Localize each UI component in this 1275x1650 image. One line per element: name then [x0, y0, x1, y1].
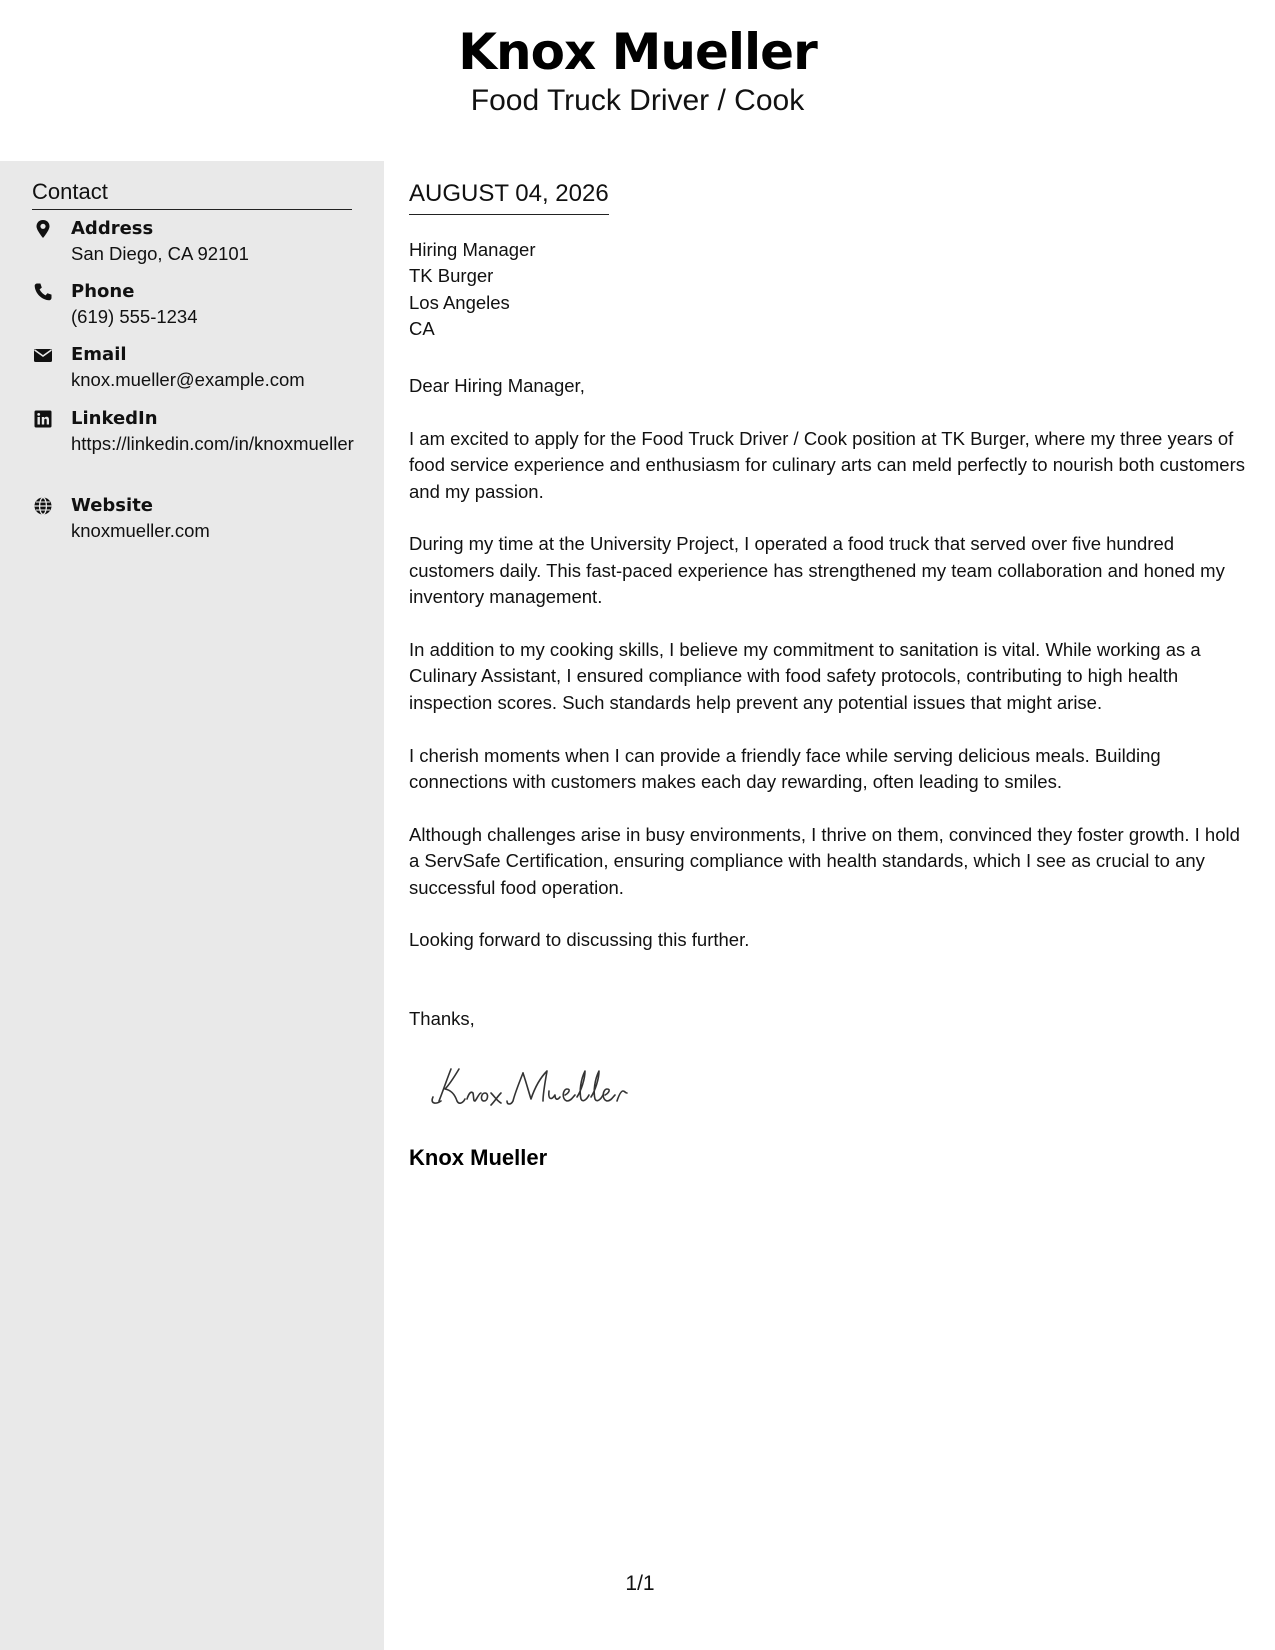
signer-name: Knox Mueller [409, 1145, 548, 1170]
linkedin-icon [32, 408, 54, 430]
contact-value: San Diego, CA 92101 [71, 243, 249, 264]
contact-label: Phone [71, 281, 135, 302]
contact-value: https://linkedin.com/in/knoxmueller [71, 433, 354, 454]
letter-date: AUGUST 04, 2026 [409, 179, 609, 215]
recipient-line: CA [409, 317, 435, 339]
envelope-icon [32, 344, 54, 366]
letter-text [409, 373, 1247, 980]
letter-paragraph: During my time at the University Project, I operated a food truck that served over five hundred customers daily. This fast-paced experience has strengthened my team collaboration and honed my inventory management. [409, 533, 1225, 608]
globe-icon [32, 495, 54, 517]
contact-label: LinkedIn [71, 408, 158, 429]
page-header [0, 0, 1275, 161]
map-pin-icon [32, 218, 54, 240]
letter-paragraph: Looking forward to discussing this further. [409, 929, 750, 951]
contact-label: Website [71, 495, 154, 516]
contact-heading: Contact [32, 177, 352, 210]
candidate-name: Knox Mueller [458, 23, 817, 81]
contact-value: knoxmueller.com [71, 520, 210, 541]
handwritten-signature [427, 1057, 657, 1117]
contact-label: Address [71, 218, 154, 239]
letter-paragraph: I cherish moments when I can provide a friendly face while serving delicious meals. Building connections with customers makes each day rewarding, often leading to smiles. [409, 744, 1161, 793]
letter-paragraph: Although challenges arise in busy environments, I thrive on them, convinced they foster growth. I hold a ServSafe Certification, ensuring compliance with health standards, which I see as crucial to any successful food operation. [409, 823, 1240, 898]
letter-paragraph: I am excited to apply for the Food Truck Driver / Cook position at TK Burger, where my three years of food service experience and enthusiasm for culinary arts can meld perfectly to nourish both customers and my passion. [409, 427, 1245, 502]
salutation: Dear Hiring Manager, [409, 375, 585, 396]
candidate-title: Food Truck Driver / Cook [470, 84, 805, 117]
recipient-line: Los Angeles [409, 291, 510, 313]
recipient-line: Hiring Manager [409, 239, 536, 260]
letter-paragraph: In addition to my cooking skills, I believe my commitment to sanitation is vital. While working as a Culinary Assistant, I ensured compliance with food safety protocols, contributing to high health inspection scores. Such standards help prevent any potential issues that might arise. [409, 639, 1201, 713]
closing: Thanks, [409, 1008, 475, 1029]
phone-icon [32, 281, 54, 303]
contact-value: (619) 555-1234 [71, 306, 198, 327]
recipient-block [409, 237, 535, 342]
page-number: 1/1 [625, 1572, 655, 1595]
contact-sidebar [0, 161, 384, 1650]
contact-label: Email [71, 344, 127, 365]
contact-value: knox.mueller@example.com [71, 369, 305, 390]
recipient-line: TK Burger [409, 265, 494, 287]
